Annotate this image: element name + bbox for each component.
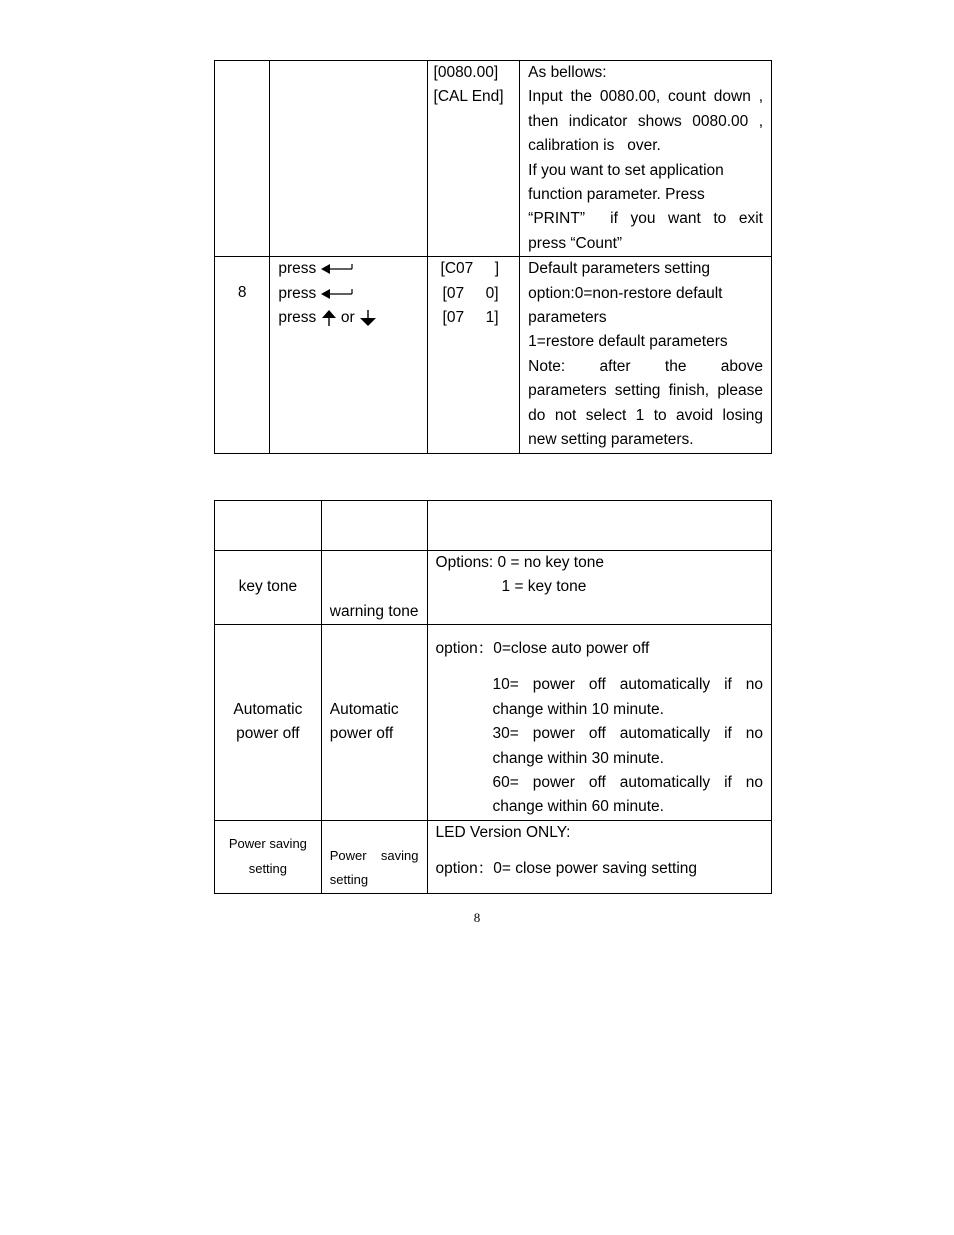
description-line: parameters xyxy=(528,309,607,327)
operation-line xyxy=(278,306,426,330)
header-cell xyxy=(427,501,771,551)
or-label: or xyxy=(340,309,355,327)
calibration-table xyxy=(214,60,772,454)
step-cell xyxy=(215,61,270,257)
option-line: option：0=close auto power off xyxy=(435,640,650,657)
parameter-name: key tone xyxy=(215,551,322,625)
option-line: change within 10 minute. xyxy=(492,700,664,718)
table-row xyxy=(215,61,772,257)
display-line: [C07 ] xyxy=(440,260,500,278)
description-line: option:0=non-restore default xyxy=(528,284,723,302)
press-label: press xyxy=(278,284,317,302)
description-line: press “Count” xyxy=(528,234,623,252)
option-line: 60= power off automatically if no xyxy=(492,774,763,792)
down-arrow-icon xyxy=(359,309,377,327)
function-parameters-table xyxy=(214,500,772,894)
operation-line xyxy=(278,282,426,306)
display-line: [07 0] xyxy=(442,284,499,302)
description-line: parameters setting finish, please xyxy=(528,382,763,400)
parameter-label: Power saving setting xyxy=(321,820,427,893)
description-line: do not select 1 to avoid losing xyxy=(528,406,763,424)
option-line: 30= power off automatically if no xyxy=(492,725,763,743)
table-row xyxy=(215,820,772,893)
option-line: LED Version ONLY: xyxy=(435,823,571,841)
option-line: change within 60 minute. xyxy=(492,798,664,816)
parameter-name: Automatic power off xyxy=(215,625,322,821)
header-cell xyxy=(215,501,322,551)
press-label: press xyxy=(278,260,317,278)
step-cell: 8 xyxy=(215,257,270,453)
description-cell xyxy=(520,61,772,257)
description-line: Note: after the above xyxy=(528,357,763,375)
description-line: new setting parameters. xyxy=(528,431,694,449)
table-row xyxy=(215,625,772,821)
description-line: 1=restore default parameters xyxy=(528,333,728,351)
description-line: Input the 0080.00, count down , xyxy=(528,88,763,106)
up-arrow-icon xyxy=(321,309,337,327)
option-line: change within 30 minute. xyxy=(492,749,664,767)
description-line: Default parameters setting xyxy=(528,260,710,278)
table-row xyxy=(215,257,772,453)
description-line: function parameter. Press xyxy=(528,186,705,204)
parameter-options xyxy=(427,625,771,821)
press-label: press xyxy=(278,309,317,327)
display-cell xyxy=(427,257,520,453)
parameter-options xyxy=(427,820,771,893)
operation-cell xyxy=(270,61,427,257)
enter-arrow-icon xyxy=(321,288,355,300)
header-cell xyxy=(321,501,427,551)
parameter-label: Automatic power off xyxy=(321,625,427,821)
description-line: As bellows: xyxy=(528,64,607,81)
operation-line xyxy=(278,257,426,281)
table-header-row xyxy=(215,501,772,551)
description-cell xyxy=(520,257,772,453)
display-line: [0080.00] xyxy=(433,64,499,81)
operation-cell xyxy=(270,257,427,453)
table-row xyxy=(215,551,772,625)
option-line: 1 = key tone xyxy=(501,578,587,596)
display-line: [07 1] xyxy=(442,309,499,327)
parameter-label: warning tone xyxy=(321,551,427,625)
option-line: option：0= close power saving setting xyxy=(435,860,698,878)
description-line: calibration is over. xyxy=(528,137,661,155)
display-line: [CAL End] xyxy=(433,88,504,106)
enter-arrow-icon xyxy=(321,263,355,275)
description-line: then indicator shows 0080.00 , xyxy=(528,112,763,130)
option-line: 10= power off automatically if no xyxy=(492,676,763,694)
description-line: “PRINT” if you want to exit xyxy=(528,210,763,228)
parameter-name: Power saving setting xyxy=(215,820,322,893)
option-line: Options: 0 = no key tone xyxy=(435,554,604,571)
page-number: 8 xyxy=(473,910,481,925)
display-cell xyxy=(427,61,520,257)
parameter-options xyxy=(427,551,771,625)
description-line: If you want to set application xyxy=(528,161,724,179)
